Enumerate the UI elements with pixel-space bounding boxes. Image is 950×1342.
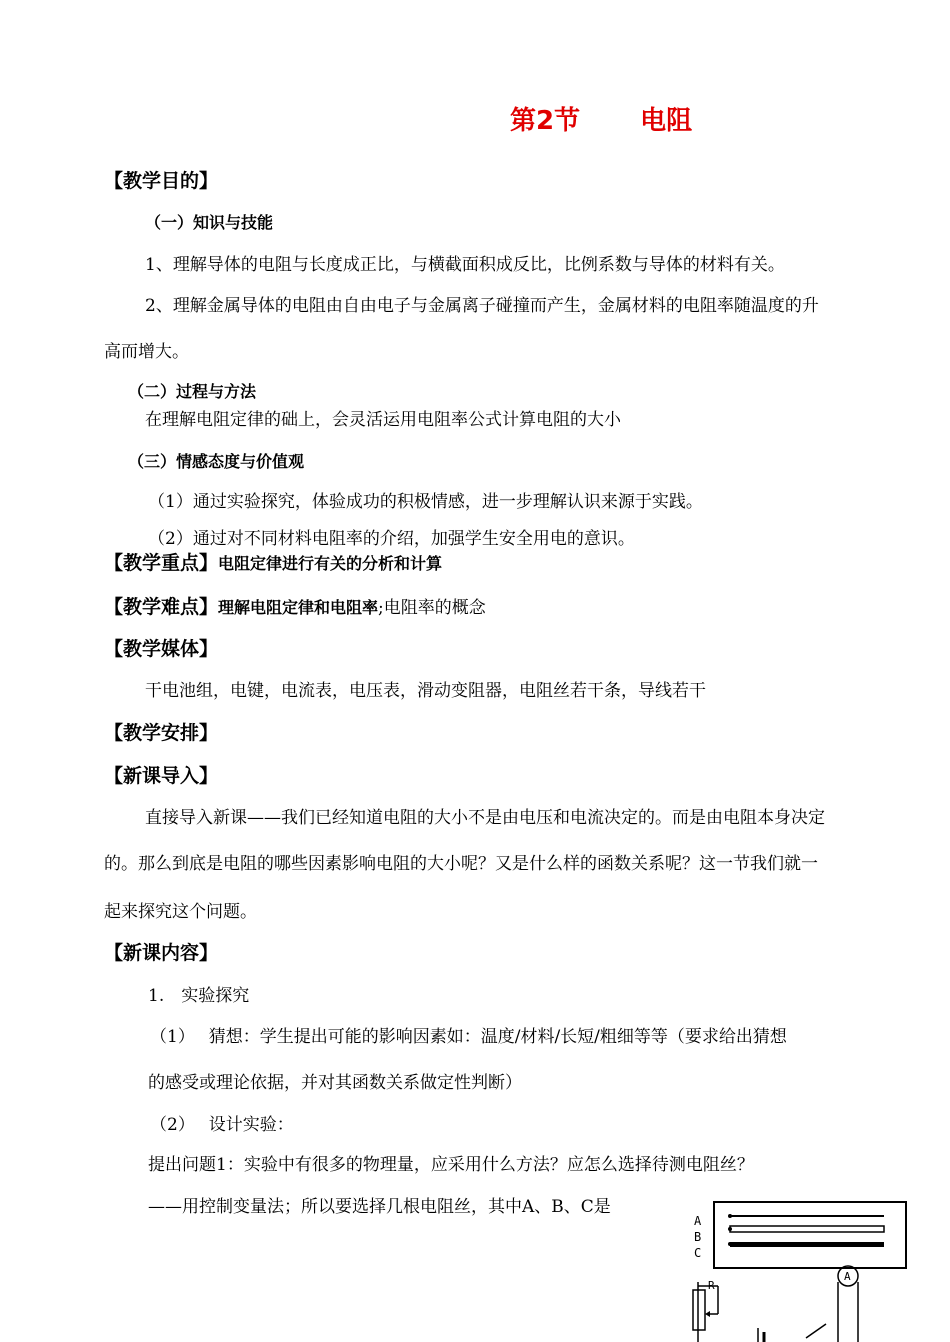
wire-b xyxy=(730,1226,884,1232)
intro-heading: 【新课导入】 xyxy=(104,765,219,787)
rheostat-label: R xyxy=(708,1279,715,1292)
question-1: 提出问题1：实验中有很多的物理量，应采用什么方法？应怎么选择待测电阻丝？ xyxy=(148,1155,754,1175)
media-heading: 【教学媒体】 xyxy=(104,638,219,660)
emotion-heading: （三）情感态度与价值观 xyxy=(128,452,305,471)
wire-label-a: A xyxy=(694,1214,702,1228)
wire-label-c: C xyxy=(694,1246,702,1260)
content-item-1: 1. 实验探究 xyxy=(148,986,250,1006)
process-heading: （二）过程与方法 xyxy=(128,382,257,401)
media-text: 干电池组，电键，电流表，电压表，滑动变阻器，电阻丝若干条，导线若干 xyxy=(145,681,706,701)
intro-line-1: 直接导入新课——我们已经知道电阻的大小不是由电压和电流决定的。而是由电阻本身决定 xyxy=(145,808,825,828)
content-heading: 【新课内容】 xyxy=(104,942,219,964)
key-point-text: 电阻定律进行有关的分析和计算 xyxy=(218,554,443,573)
knowledge-item-2-line-1: 2、理解金属导体的电阻由自由电子与金属离子碰撞而产生，金属材料的电阻率随温度的升 xyxy=(145,296,819,316)
process-text: 在理解电阻定律的础上，会灵活运用电阻率公式计算电阻的大小 xyxy=(145,410,621,430)
emotion-item-1: （1）通过实验探究，体验成功的积极情感，进一步理解认识来源于实践。 xyxy=(148,492,703,512)
guess-line-1: （1） 猜想：学生提出可能的影响因素如：温度/材料/长短/粗细等等（要求给出猜想 xyxy=(150,1027,787,1047)
difficulty xyxy=(104,596,486,618)
section-number: 第2节 xyxy=(510,106,581,136)
difficulty-text-bold: 理解电阻定律和电阻率 xyxy=(218,598,379,617)
arrangement-heading: 【教学安排】 xyxy=(104,722,219,744)
knowledge-item-1: 1、理解导体的电阻与长度成正比，与横截面积成反比，比例系数与导体的材料有关。 xyxy=(145,255,785,275)
wire-label-b: B xyxy=(694,1230,702,1244)
answer-1: ——用控制变量法；所以要选择几根电阻丝，其中A、B、C是 xyxy=(148,1197,611,1217)
wire-c xyxy=(730,1242,884,1247)
knowledge-item-2-line-2: 高而增大。 xyxy=(104,342,189,362)
wire-board xyxy=(714,1202,906,1268)
switch xyxy=(806,1324,826,1338)
knowledge-heading: （一）知识与技能 xyxy=(145,213,274,232)
rheostat xyxy=(693,1290,705,1330)
ammeter-label: A xyxy=(844,1270,851,1283)
guess-line-2: 的感受或理论依据，并对其函数关系做定性判断） xyxy=(148,1073,522,1093)
circuit-diagram xyxy=(688,1196,950,1342)
design-heading: （2） 设计实验： xyxy=(150,1115,294,1135)
difficulty-text: ;电阻率的概念 xyxy=(378,598,486,618)
section-topic: 电阻 xyxy=(640,106,693,136)
key-point-label: 【教学重点】 xyxy=(104,552,219,574)
intro-line-2: 的。那么到底是电阻的哪些因素影响电阻的大小呢？又是什么样的函数关系呢？这一节我们就一 xyxy=(104,854,818,874)
objectives-heading: 【教学目的】 xyxy=(104,170,219,192)
page-title xyxy=(510,106,692,136)
key-point xyxy=(104,552,442,574)
emotion-item-2: （2）通过对不同材料电阻率的介绍，加强学生安全用电的意识。 xyxy=(148,529,635,549)
difficulty-label: 【教学难点】 xyxy=(104,596,219,618)
intro-line-3: 起来探究这个问题。 xyxy=(104,902,257,922)
